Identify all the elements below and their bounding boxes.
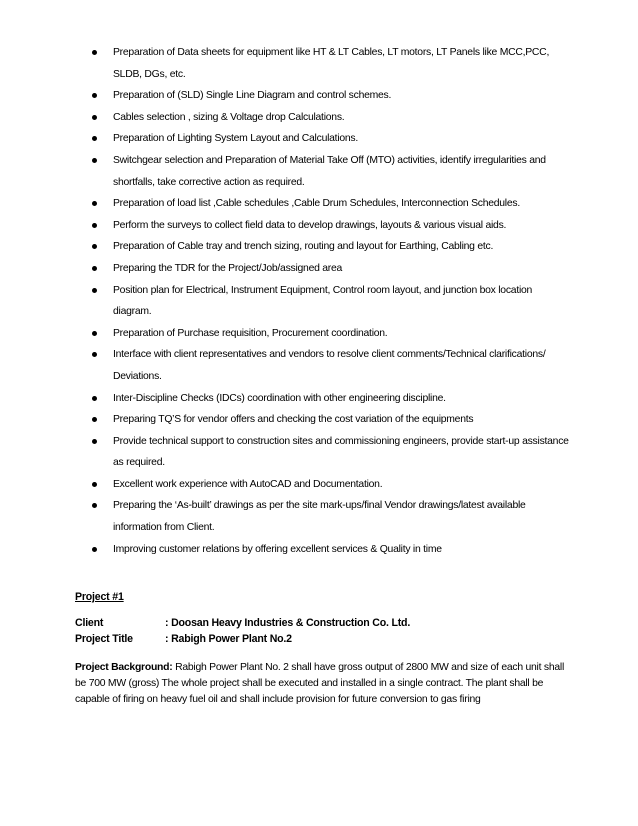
list-item: Provide technical support to construction sites and commissioning engineers, provide start-up assistance as required. [92, 431, 572, 474]
list-item: Preparation of Data sheets for equipment like HT & LT Cables, LT motors, LT Panels like MCC,PCC, SLDB, DGs, etc. [92, 42, 572, 85]
client-row [75, 617, 410, 629]
list-item: Switchgear selection and Preparation of Material Take Off (MTO) activities, identify irregularities and shortfalls, take corrective action as required. [92, 150, 572, 193]
project-background-label: Project Background: [75, 662, 173, 673]
responsibilities-list [92, 42, 572, 560]
list-item: Interface with client representatives and vendors to resolve client comments/Technical clarifications/ Deviations. [92, 344, 572, 387]
list-item: Preparation of Purchase requisition, Procurement coordination. [92, 323, 572, 345]
list-item: Preparation of Lighting System Layout and Calculations. [92, 128, 572, 150]
list-item: Preparing the ‘As-built’ drawings as per the site mark-ups/final Vendor drawings/latest available information from Client. [92, 495, 572, 538]
list-item: Position plan for Electrical, Instrument Equipment, Control room layout, and junction box location diagram. [92, 280, 572, 323]
list-item: Cables selection , sizing & Voltage drop Calculations. [92, 107, 572, 129]
project-title-value: : Rabigh Power Plant No.2 [165, 633, 292, 645]
project-title-label: Project Title [75, 633, 133, 645]
list-item: Inter-Discipline Checks (IDCs) coordination with other engineering discipline. [92, 388, 572, 410]
list-item: Improving customer relations by offering excellent services & Quality in time [92, 539, 572, 561]
list-item: Preparation of Cable tray and trench sizing, routing and layout for Earthing, Cabling etc. [92, 236, 572, 258]
list-item: Preparation of load list ,Cable schedules ,Cable Drum Schedules, Interconnection Schedules. [92, 193, 572, 215]
project-heading: Project #1 [75, 591, 124, 603]
project-background-text: Rabigh Power Plant No. 2 shall have gross output of 2800 MW and size of each unit shall be 700 MW (gross) The whole project shall be executed and installed in a single contract. The plant shall be capable of firing on heavy fuel oil and shall include provision for future conversion to gas firing [75, 662, 565, 706]
list-item: Preparation of (SLD) Single Line Diagram and control schemes. [92, 85, 572, 107]
list-item: Perform the surveys to collect field data to develop drawings, layouts & various visual aids. [92, 215, 572, 237]
client-label: Client [75, 617, 104, 629]
client-value: : Doosan Heavy Industries & Construction Co. Ltd. [165, 617, 411, 629]
project-background [75, 660, 571, 709]
project-title-row [75, 633, 292, 645]
list-item: Preparing the TDR for the Project/Job/assigned area [92, 258, 572, 280]
list-item: Preparing TQ’S for vendor offers and checking the cost variation of the equipments [92, 409, 572, 431]
list-item: Excellent work experience with AutoCAD and Documentation. [92, 474, 572, 496]
